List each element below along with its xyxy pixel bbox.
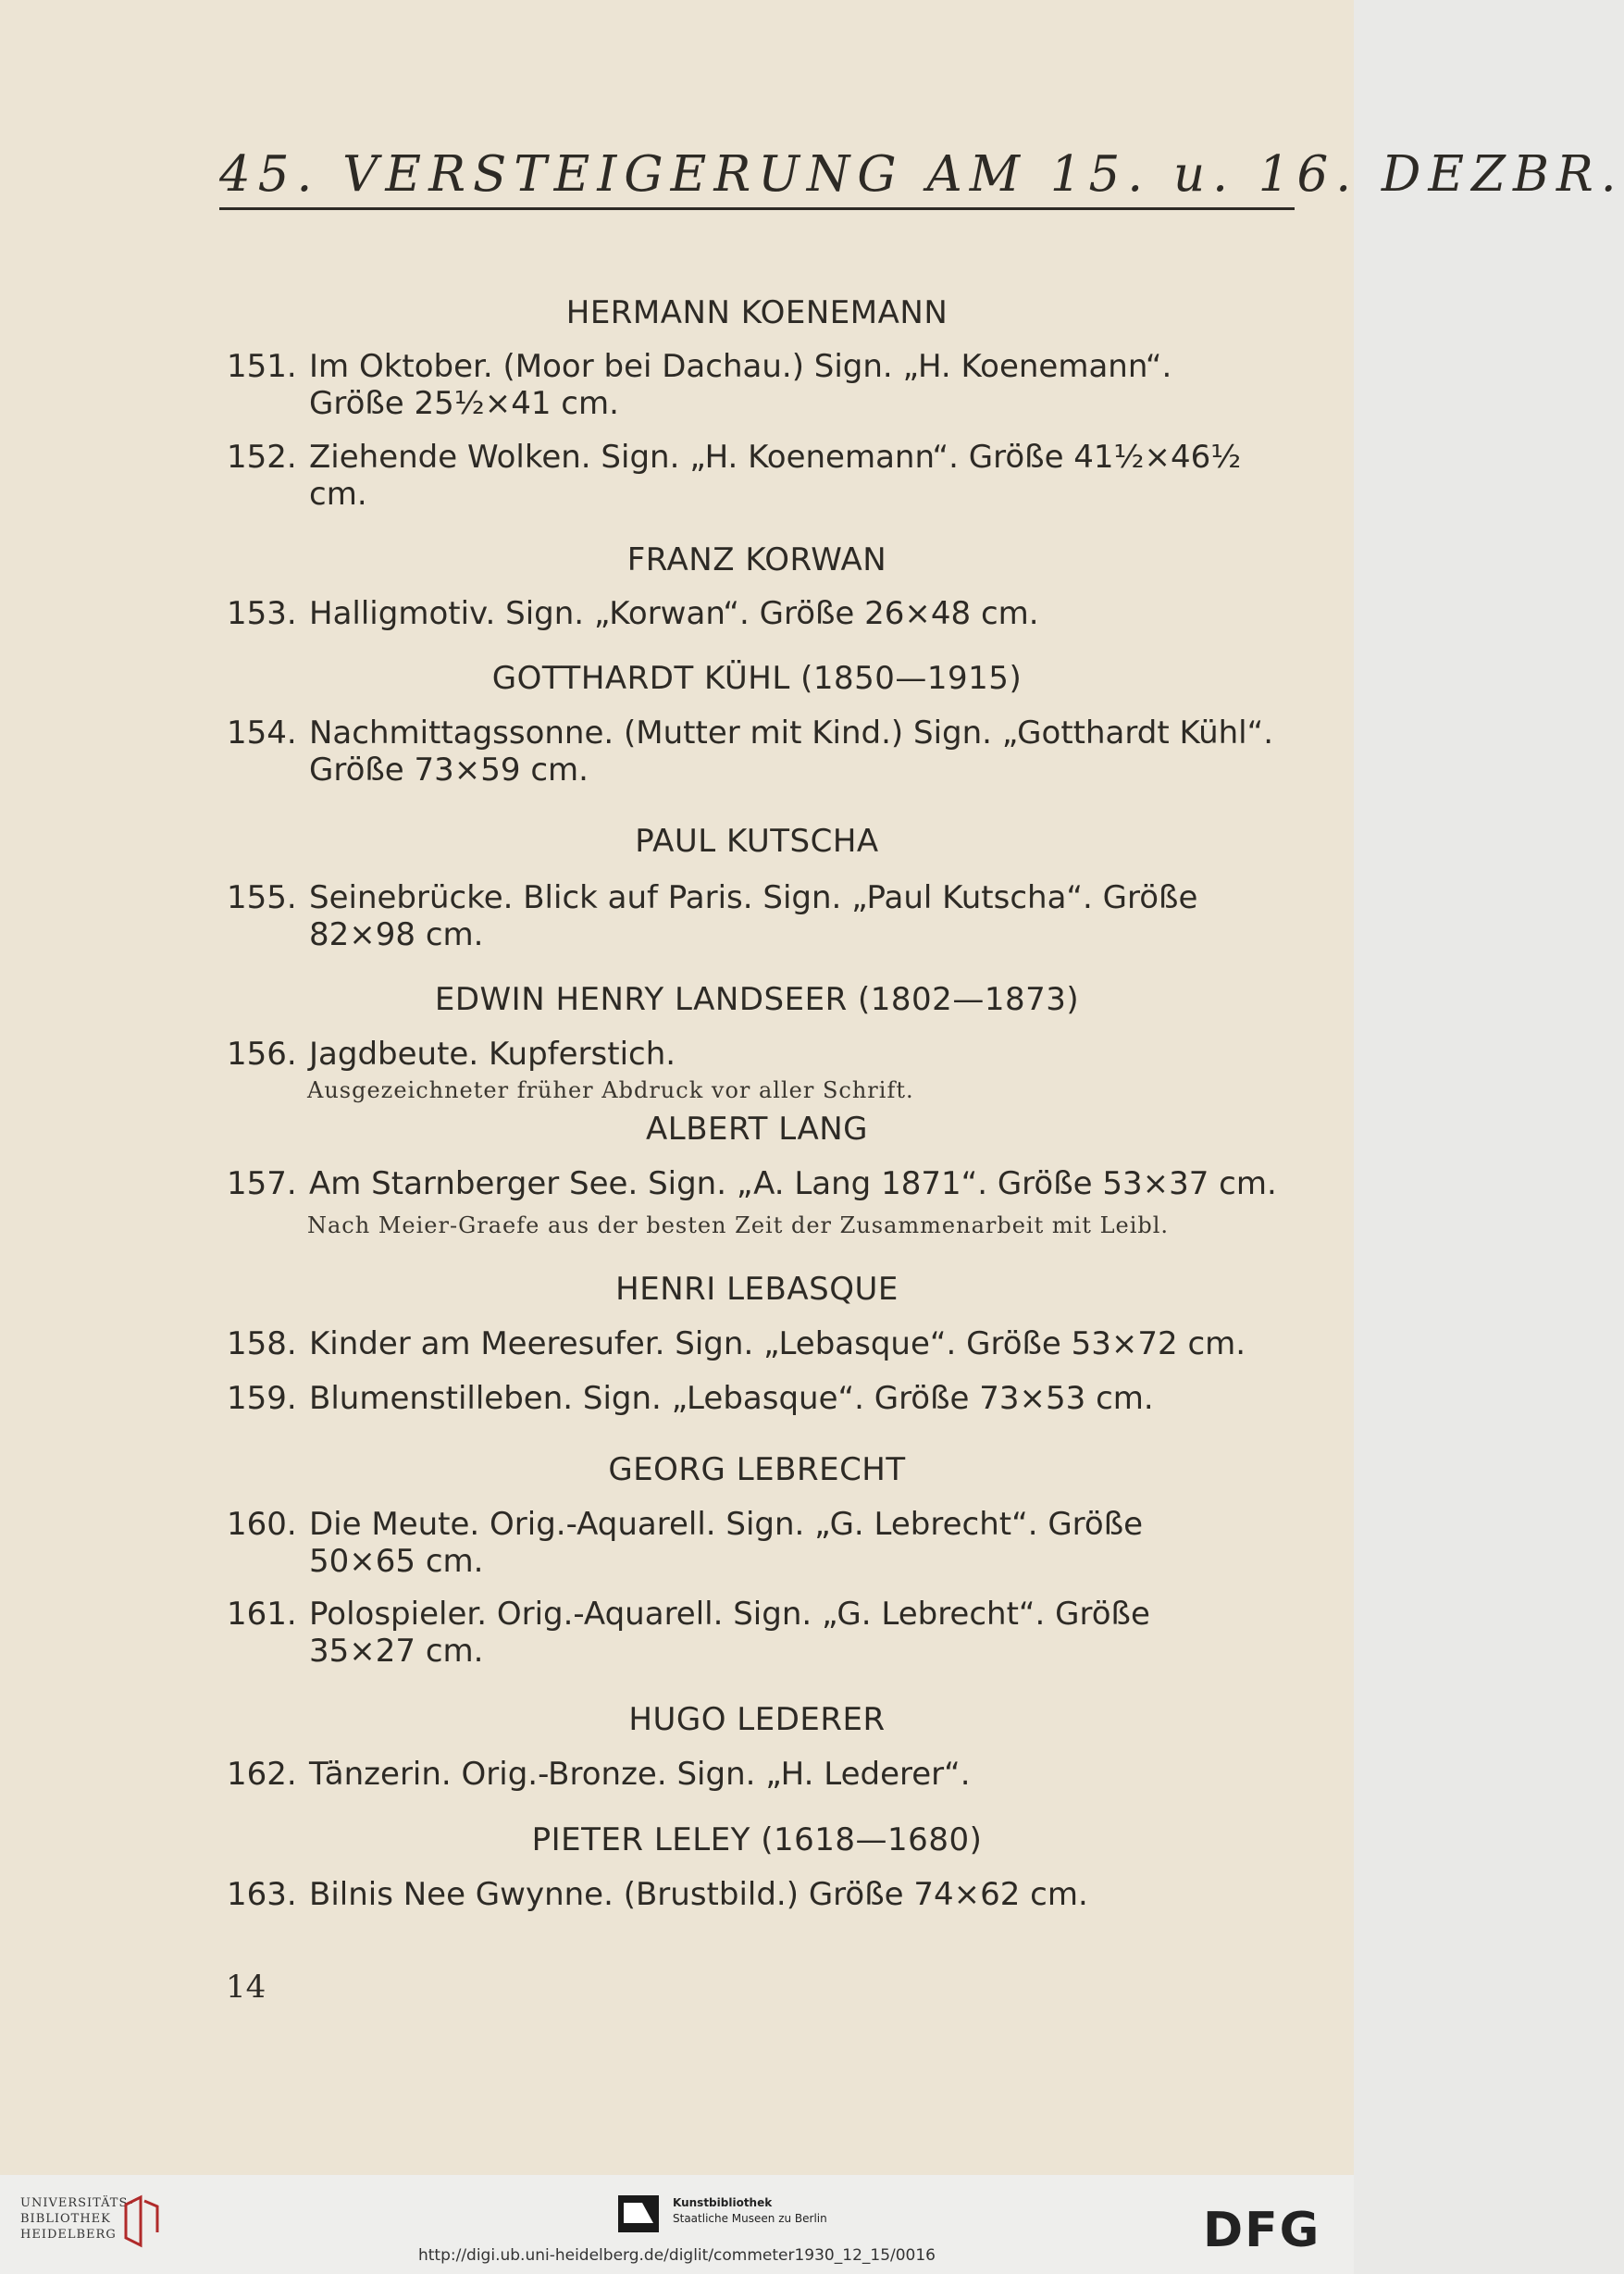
entry-number: 152.: [227, 439, 297, 476]
entry-number: 156.: [227, 1036, 297, 1073]
page-url[interactable]: http://digi.ub.uni-heidelberg.de/diglit/commeter1930_12_15/0016: [417, 2246, 936, 2265]
entry-text: Die Meute. Orig.-Aquarell. Sign. „G. Lebrecht“. Größe: [309, 1506, 1144, 1543]
header-rule: [219, 207, 1295, 210]
page-header: 45. VERSTEIGERUNG AM 15. u. 16. DEZBR.: [219, 146, 1624, 203]
entry-text: Am Starnberger See. Sign. „A. Lang 1871“. Größe 53×37 cm.: [309, 1165, 1277, 1202]
dfg-logo[interactable]: DFG: [1203, 2203, 1321, 2258]
university-crest-icon: [122, 2195, 161, 2247]
entry-text: cm.: [309, 476, 367, 513]
kunstbibliothek-logo-icon[interactable]: [618, 2195, 659, 2232]
entry-text: Größe 25½×41 cm.: [309, 385, 619, 422]
artist-heading: GOTTHARDT KÜHL (1850—1915): [491, 660, 1023, 697]
entry-number: 159.: [227, 1380, 297, 1417]
entry-text: Blumenstilleben. Sign. „Lebasque“. Größe 73×53 cm.: [309, 1380, 1154, 1417]
artist-heading: GEORG LEBRECHT: [608, 1451, 906, 1488]
entry-number: 160.: [227, 1506, 297, 1543]
entry-number: 154.: [227, 715, 297, 752]
entry-text: Seinebrücke. Blick auf Paris. Sign. „Paul Kutscha“. Größe: [309, 879, 1198, 916]
entry-text: Im Oktober. (Moor bei Dachau.) Sign. „H. Koenemann“.: [309, 348, 1172, 385]
entry-text: 50×65 cm.: [309, 1543, 484, 1580]
entry-number: 151.: [227, 348, 297, 385]
artist-heading: HENRI LEBASQUE: [615, 1271, 899, 1308]
entry-note: Ausgezeichneter früher Abdruck vor aller Schrift.: [307, 1077, 914, 1103]
artist-heading: ALBERT LANG: [646, 1111, 868, 1148]
artist-heading: HERMANN KOENEMANN: [565, 294, 948, 331]
entry-number: 162.: [227, 1756, 297, 1793]
university-library-logo[interactable]: UNIVERSITÄTS- BIBLIOTHEK HEIDELBERG: [20, 2196, 134, 2242]
entry-note: Nach Meier-Graefe aus der besten Zeit der Zusammenarbeit mit Leibl.: [307, 1212, 1170, 1238]
entry-text: Halligmotiv. Sign. „Korwan“. Größe 26×48 cm.: [309, 595, 1039, 632]
entry-text: Kinder am Meeresufer. Sign. „Lebasque“. Größe 53×72 cm.: [309, 1325, 1246, 1362]
entry-text: 35×27 cm.: [309, 1633, 484, 1670]
entry-number: 161.: [227, 1596, 297, 1633]
entry-number: 157.: [227, 1165, 297, 1202]
kunstbibliothek-label: Kunstbibliothek Staatliche Museen zu Berlin: [673, 2196, 827, 2225]
entry-number: 158.: [227, 1325, 297, 1362]
entry-text: Größe 73×59 cm.: [309, 752, 589, 789]
entry-text: Bilnis Nee Gwynne. (Brustbild.) Größe 74×62 cm.: [309, 1876, 1088, 1913]
page-number: 14: [226, 1969, 267, 2006]
entry-text: Tänzerin. Orig.-Bronze. Sign. „H. Lederer“.: [309, 1756, 971, 1793]
entry-number: 155.: [227, 879, 297, 916]
entry-text: Jagdbeute. Kupferstich.: [309, 1036, 676, 1073]
entry-text: Ziehende Wolken. Sign. „H. Koenemann“. Größe 41½×46½: [309, 439, 1242, 476]
entry-text: Nachmittagssonne. (Mutter mit Kind.) Sign. „Gotthardt Kühl“.: [309, 715, 1274, 752]
artist-heading: HUGO LEDERER: [628, 1701, 886, 1738]
artist-heading: EDWIN HENRY LANDSEER (1802—1873): [434, 981, 1080, 1018]
entry-number: 163.: [227, 1876, 297, 1913]
entry-text: 82×98 cm.: [309, 916, 484, 953]
artist-heading: FRANZ KORWAN: [626, 541, 887, 578]
entry-number: 153.: [227, 595, 297, 632]
entry-text: Polospieler. Orig.-Aquarell. Sign. „G. Lebrecht“. Größe: [309, 1596, 1150, 1633]
viewer-footer: [0, 2175, 1354, 2274]
artist-heading: PAUL KUTSCHA: [635, 823, 879, 860]
artist-heading: PIETER LELEY (1618—1680): [531, 1821, 983, 1858]
